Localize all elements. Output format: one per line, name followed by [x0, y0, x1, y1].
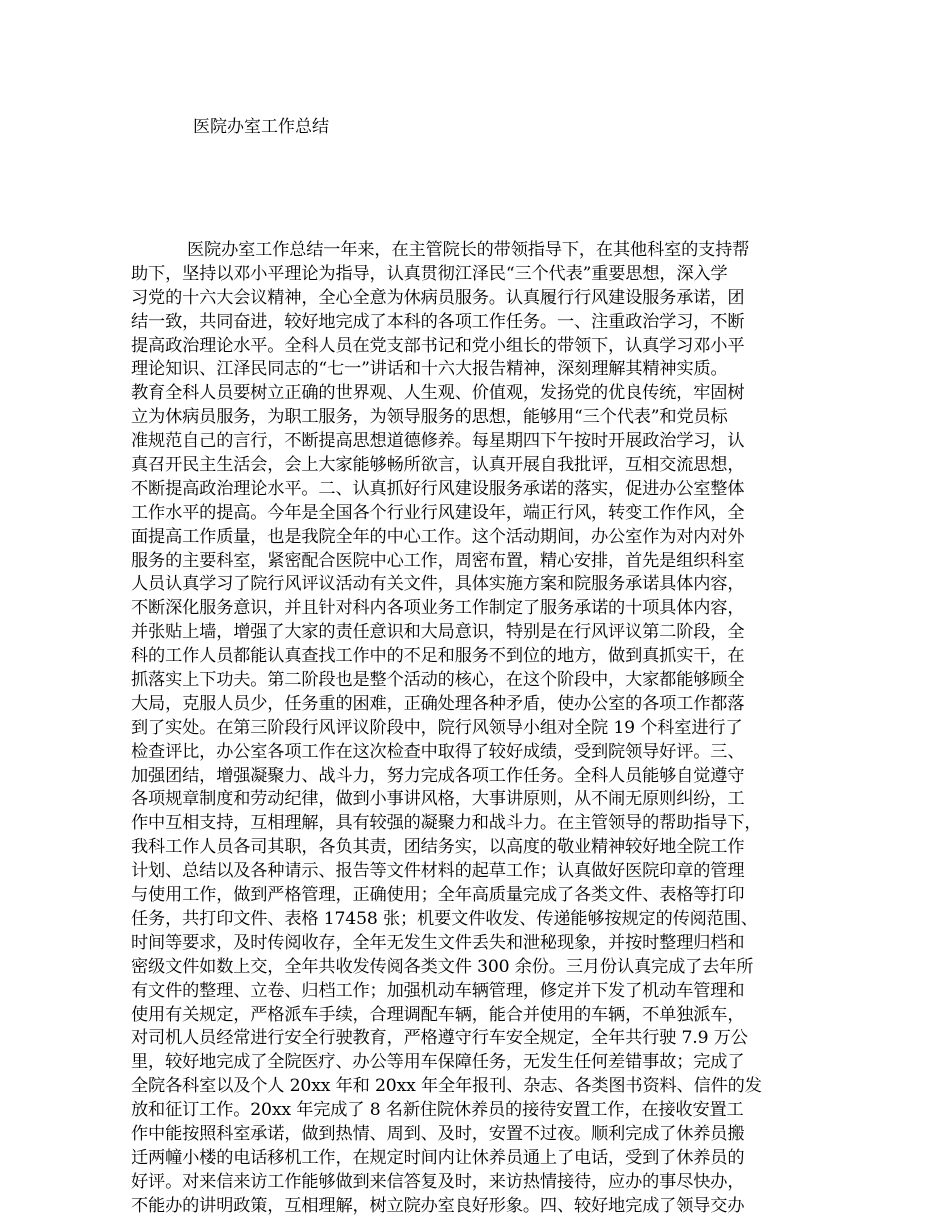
paragraph-line: 不断提高政治理论水平。二、认真抓好行风建设服务承诺的落实，促进办公室整体 [131, 478, 745, 499]
paragraph-line: 作中互相支持，互相理解，具有较强的凝聚力和战斗力。在主管领导的帮助指导下， [131, 813, 762, 834]
paragraph-line: 全院各科室以及个人 20xx 年和 20xx 年全年报刊、杂志、各类图书资料、信件的发 [131, 1076, 762, 1097]
paragraph-line: 教育全科人员要树立正确的世界观、人生观、价值观，发扬党的优良传统，牢固树 [131, 383, 745, 404]
paragraph-line: 真召开民主生活会，会上大家能够畅所欲言，认真开展自我批评，互相交流思想， [131, 455, 745, 476]
paragraph-line: 迁两幢小楼的电话移机工作，在规定时间内让休养员通上了电话，受到了休养员的 [131, 1147, 745, 1168]
paragraph-line: 助下，坚持以邓小平理论为指导，认真贯彻江泽民“三个代表”重要思想，深入学 [131, 263, 728, 284]
paragraph-line: 不能办的讲明政策，互相理解，树立院办室良好形象。四、较好地完成了领导交办 [131, 1195, 745, 1216]
paragraph-line: 作中能按照科室承诺，做到热情、周到、及时，安置不过夜。顺利完成了休养员搬 [131, 1123, 745, 1144]
paragraph-line: 各项规章制度和劳动纪律，做到小事讲风格，大事讲原则，从不闹无原则纠纷，工 [131, 789, 745, 810]
paragraph-line: 理论知识、江泽民同志的“七一”讲话和十六大报告精神，深刻理解其精神实质。 [131, 359, 728, 380]
paragraph-line: 准规范自己的言行，不断提高思想道德修养。每星期四下午按时开展政治学习，认 [131, 431, 745, 452]
paragraph-line: 科的工作人员都能认真查找工作中的不足和服务不到位的地方，做到真抓实干，在 [131, 646, 745, 667]
paragraph-line: 到了实处。在第三阶段行风评议阶段中，院行风领导小组对全院 19 个科室进行了 [131, 717, 743, 738]
paragraph-line: 面提高工作质量，也是我院全年的中心工作。这个活动期间，办公室作为对内对外 [131, 526, 745, 547]
paragraph-line: 抓落实上下功夫。第二阶段也是整个活动的核心，在这个阶段中，大家都能够顾全 [131, 670, 745, 691]
paragraph-line: 服务的主要科室，紧密配合医院中心工作，周密布置，精心安排，首先是组织科室 [131, 550, 745, 571]
paragraph-line: 加强团结，增强凝聚力、战斗力，努力完成各项工作任务。全科人员能够自觉遵守 [131, 765, 745, 786]
document-title: 医院办室工作总结 [193, 117, 329, 137]
paragraph-line: 时间等要求，及时传阅收存，全年无发生文件丢失和泄秘现象，并按时整理归档和 [131, 932, 745, 953]
paragraph-line: 好评。对来信来访工作能够做到来信答复及时，来访热情接待，应办的事尽快办， [131, 1171, 745, 1192]
document-body [131, 239, 831, 1219]
paragraph-line: 计划、总结以及各种请示、报告等文件材料的起草工作；认真做好医院印章的管理 [131, 861, 745, 882]
paragraph-line: 工作水平的提高。今年是全国各个行业行风建设年，端正行风，转变工作作风，全 [131, 502, 745, 523]
paragraph-line: 结一致，共同奋进，较好地完成了本科的各项工作任务。一、注重政治学习，不断 [131, 311, 745, 332]
paragraph-line: 大局，克服人员少，任务重的困难，正确处理各种矛盾，使办公室的各项工作都落 [131, 693, 745, 714]
paragraph-line: 放和征订工作。20xx 年完成了 8 名新住院休养员的接待安置工作，在接收安置工 [131, 1100, 744, 1121]
paragraph-line: 医院办室工作总结一年来，在主管院长的带领指导下，在其他科室的支持帮 [187, 240, 750, 260]
paragraph-line: 不断深化服务意识，并且针对科内各项业务工作制定了服务承诺的十项具体内容， [131, 598, 745, 619]
paragraph-line: 里，较好地完成了全院医疗、办公等用车保障任务，无发生任何差错事故；完成了 [131, 1052, 745, 1073]
paragraph-line: 并张贴上墙，增强了大家的责任意识和大局意识，特别是在行风评议第二阶段，全 [131, 622, 745, 643]
paragraph-line: 习党的十六大会议精神，全心全意为休病员服务。认真履行行风建设服务承诺，团 [131, 287, 745, 308]
paragraph-line: 任务，共打印文件、表格 17458 张；机要文件收发、传递能够按规定的传阅范围、 [131, 908, 758, 929]
paragraph-line: 立为休病员服务，为职工服务，为领导服务的思想，能够用“三个代表”和党员标 [131, 407, 728, 428]
paragraph-line: 我科工作人员各司其职，各负其责，团结务实，以高度的敬业精神较好地全院工作 [131, 837, 745, 858]
paragraph-line: 人员认真学习了院行风评议活动有关文件，具体实施方案和院服务承诺具体内容， [131, 574, 745, 595]
paragraph-line: 有文件的整理、立卷、归档工作；加强机动车辆管理，修定并下发了机动车管理和 [131, 980, 745, 1001]
paragraph-line: 检查评比，办公室各项工作在这次检查中取得了较好成绩，受到院领导好评。三、 [131, 741, 745, 762]
paragraph-line: 对司机人员经常进行安全行驶教育，严格遵守行车安全规定，全年共行驶 7.9 万公 [131, 1028, 748, 1049]
paragraph-line: 提高政治理论水平。全科人员在党支部书记和党小组长的带领下，认真学习邓小平 [131, 335, 745, 356]
paragraph-line: 与使用工作，做到严格管理，正确使用；全年高质量完成了各类文件、表格等打印 [131, 885, 745, 906]
paragraph-line: 密级文件如数上交，全年共收发传阅各类文件 300 余份。三月份认真完成了去年所 [131, 956, 754, 977]
paragraph-line: 使用有关规定，严格派车手续，合理调配车辆，能合并使用的车辆，不单独派车， [131, 1004, 745, 1025]
